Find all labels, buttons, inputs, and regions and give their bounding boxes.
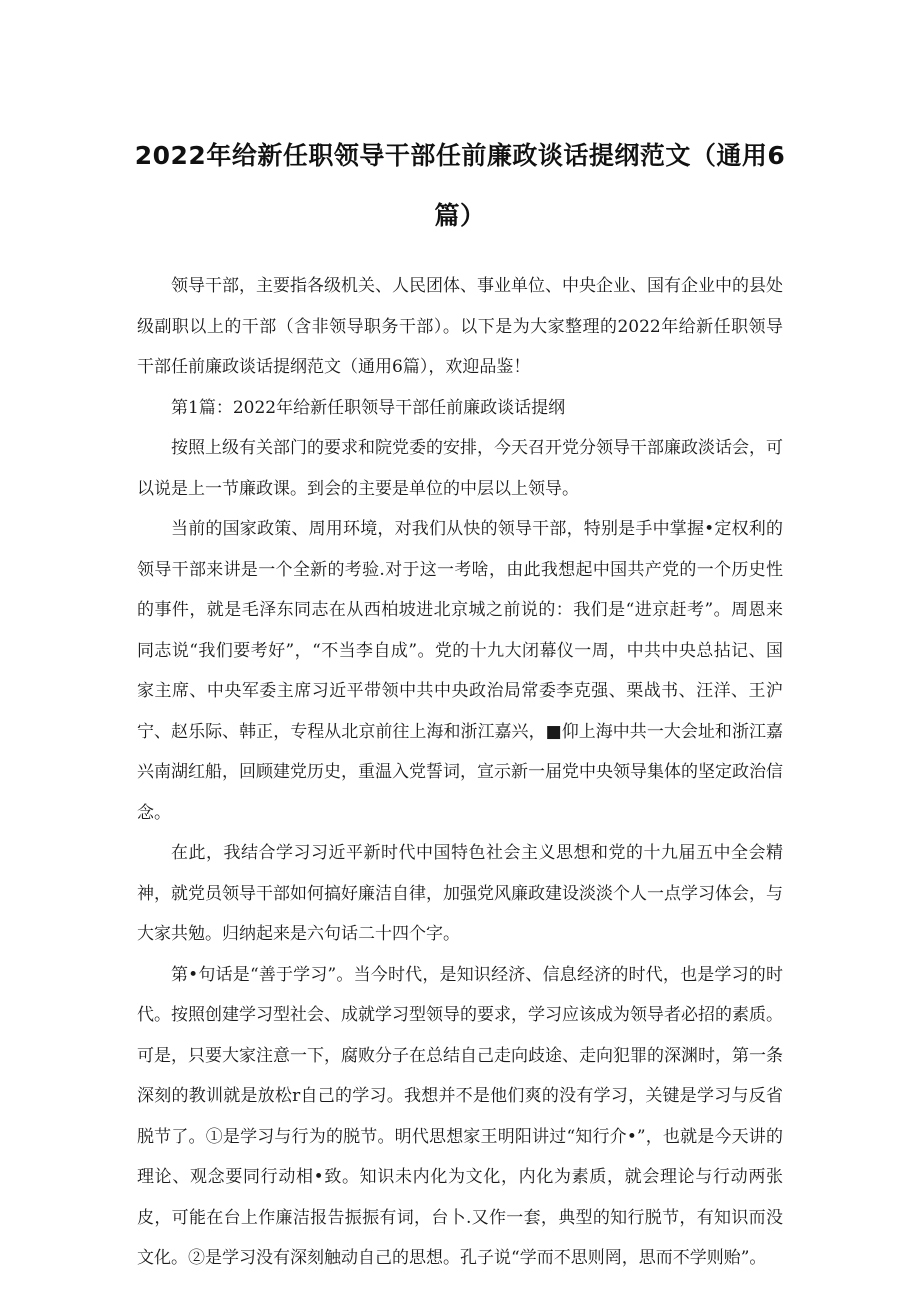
paragraph-intro: 领导干部，主要指各级机关、人民团体、事业单位、中央企业、国有企业中的县处级副职以上的干部（含非领导职务干部）。以下是为大家整理的2022年给新任职领导干部任前廉政谈话提纲范文（通用6篇），欢迎品鉴！ <box>137 276 783 377</box>
section-heading: 第1篇：2022年给新任职领导干部任前廉政谈话提纲 <box>171 397 566 418</box>
document-title-line-2: 篇） <box>434 201 486 230</box>
paragraph: 按照上级有关部门的要求和院党委的安排，今天召开党分领导干部廉政淡话会，可以说是上一节廉政课。到会的主要是单位的中层以上领导。 <box>137 438 783 499</box>
document-body <box>137 266 783 1279</box>
paragraph: 第•句话是“善于学习”。当今时代，是知识经济、信息经济的时代，也是学习的时代。按照创建学习型社会、成就学习型领导的要求，学习应该成为领导者必招的素质。可是，只要大家注意一下，腐败分子在总结自己走向歧途、走向犯罪的深渊时，第一条深刻的教训就是放松r自己的学习。我想并不是他们爽的没有学习，关键是学习与反省脱节了。①是学习与行为的脱节。明代思想家王明阳讲过“知行介•”，也就是今天讲的理论、观念要同行动相•致。知识未内化为文化，内化为素质，就会理论与行动两张皮，可能在台上作廉洁报告振振有词，台卜.又作一套，典型的知行脱节，有知识而没文化。②是学习没有深刻触动自己的思想。孔子说“学而不思则罔，思而不学则贻”。 <box>137 964 783 1268</box>
paragraph: 当前的国家政策、周用环境，对我们从快的领导干部，特别是手中掌握•定权利的领导干部来讲是一个全新的考验.对于这一考啥，由此我想起中国共产党的一个历史性的事件，就是毛泽东同志在从西柏坡进北京城之前说的：我们是“进京赶考”。周恩来同志说“我们要考好”，“不当李自成”。党的十九大闭幕仪一周，中共中央总拈记、国家主席、中央军委主席习近平带领中共中央政治局常委李克强、栗战书、汪洋、王沪宁、赵乐际、韩正，专程从北京前往上海和浙江嘉兴，■仰上海中共一大会址和浙江嘉兴南湖红船，回顾建党历史，重温入党誓词，宣示新一届党中央领导集体的坚定政治信念。 <box>137 519 783 823</box>
document-title-line-1: 2022年给新任职领导干部任前廉政谈话提纲范文（通用6 <box>134 141 786 170</box>
paragraph: 在此，我结合学习习近平新时代中国特色社会主义思想和党的十九届五中全会精神，就党员领导干部如何搞好廉洁自律，加强党风廉政建设淡淡个人一点学习体会，与大家共勉。归纳起来是六句话二十四个字。 <box>137 843 783 944</box>
